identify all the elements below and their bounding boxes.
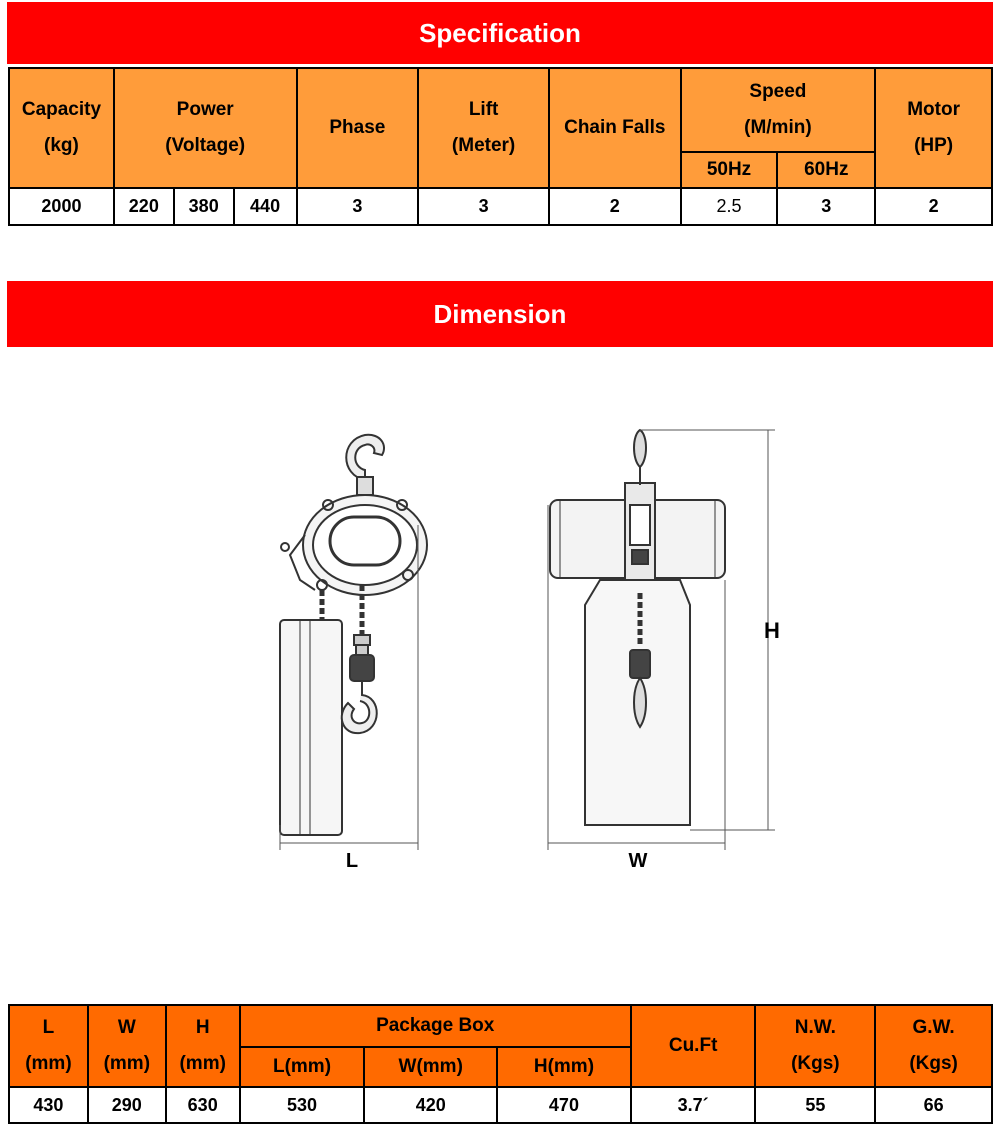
package-h-value: 470: [497, 1087, 631, 1123]
capacity-value: 2000: [9, 188, 114, 225]
voltage-220-value: 220: [114, 188, 174, 225]
package-w-header: W(mm): [364, 1047, 497, 1087]
h-value: 630: [166, 1087, 240, 1123]
specification-banner: [7, 2, 993, 64]
chain-falls-header: Chain Falls: [549, 68, 681, 188]
lift-header: Lift (Meter): [418, 68, 549, 188]
package-box-header: Package Box: [240, 1005, 631, 1047]
capacity-header: Capacity (kg): [9, 68, 114, 188]
l-value: 430: [9, 1087, 88, 1123]
hoist-front-view: [550, 430, 725, 825]
dimension-label-l: L: [345, 850, 359, 872]
dimension-label-w: W: [628, 850, 648, 872]
specification-title: Specification: [419, 18, 581, 48]
speed-60hz-header: 60Hz: [777, 152, 875, 188]
specification-table: [8, 67, 993, 226]
speed-50hz-header: 50Hz: [681, 152, 778, 188]
speed-50hz-value: 2.5: [681, 188, 778, 225]
chain-falls-value: 2: [549, 188, 681, 225]
package-l-header: L(mm): [240, 1047, 365, 1087]
phase-header: Phase: [297, 68, 419, 188]
speed-header: Speed (M/min): [681, 68, 876, 152]
nw-header: N.W. (Kgs): [755, 1005, 875, 1087]
gw-header: G.W. (Kgs): [875, 1005, 992, 1087]
gw-value: 66: [875, 1087, 992, 1123]
cuft-header: Cu.Ft: [631, 1005, 756, 1087]
lift-value: 3: [418, 188, 549, 225]
package-w-value: 420: [364, 1087, 497, 1123]
dimension-label-h: H: [764, 618, 780, 643]
motor-value: 2: [875, 188, 992, 225]
w-value: 290: [88, 1087, 166, 1123]
hoist-side-view: [280, 435, 427, 835]
voltage-380-value: 380: [174, 188, 234, 225]
motor-header: Motor (HP): [875, 68, 992, 188]
hoist-dimension-drawing: [270, 405, 800, 875]
l-header: L (mm): [9, 1005, 88, 1087]
package-h-header: H(mm): [497, 1047, 631, 1087]
h-header: H (mm): [166, 1005, 240, 1087]
cuft-value: 3.7´: [631, 1087, 756, 1123]
w-header: W (mm): [88, 1005, 166, 1087]
dimension-title: Dimension: [433, 299, 567, 329]
power-header: Power (Voltage): [114, 68, 297, 188]
voltage-440-value: 440: [234, 188, 297, 225]
phase-value: 3: [297, 188, 419, 225]
speed-60hz-value: 3: [777, 188, 875, 225]
dimension-table: [8, 1004, 993, 1124]
package-l-value: 530: [240, 1087, 365, 1123]
dimension-banner: [7, 281, 993, 347]
nw-value: 55: [755, 1087, 875, 1123]
